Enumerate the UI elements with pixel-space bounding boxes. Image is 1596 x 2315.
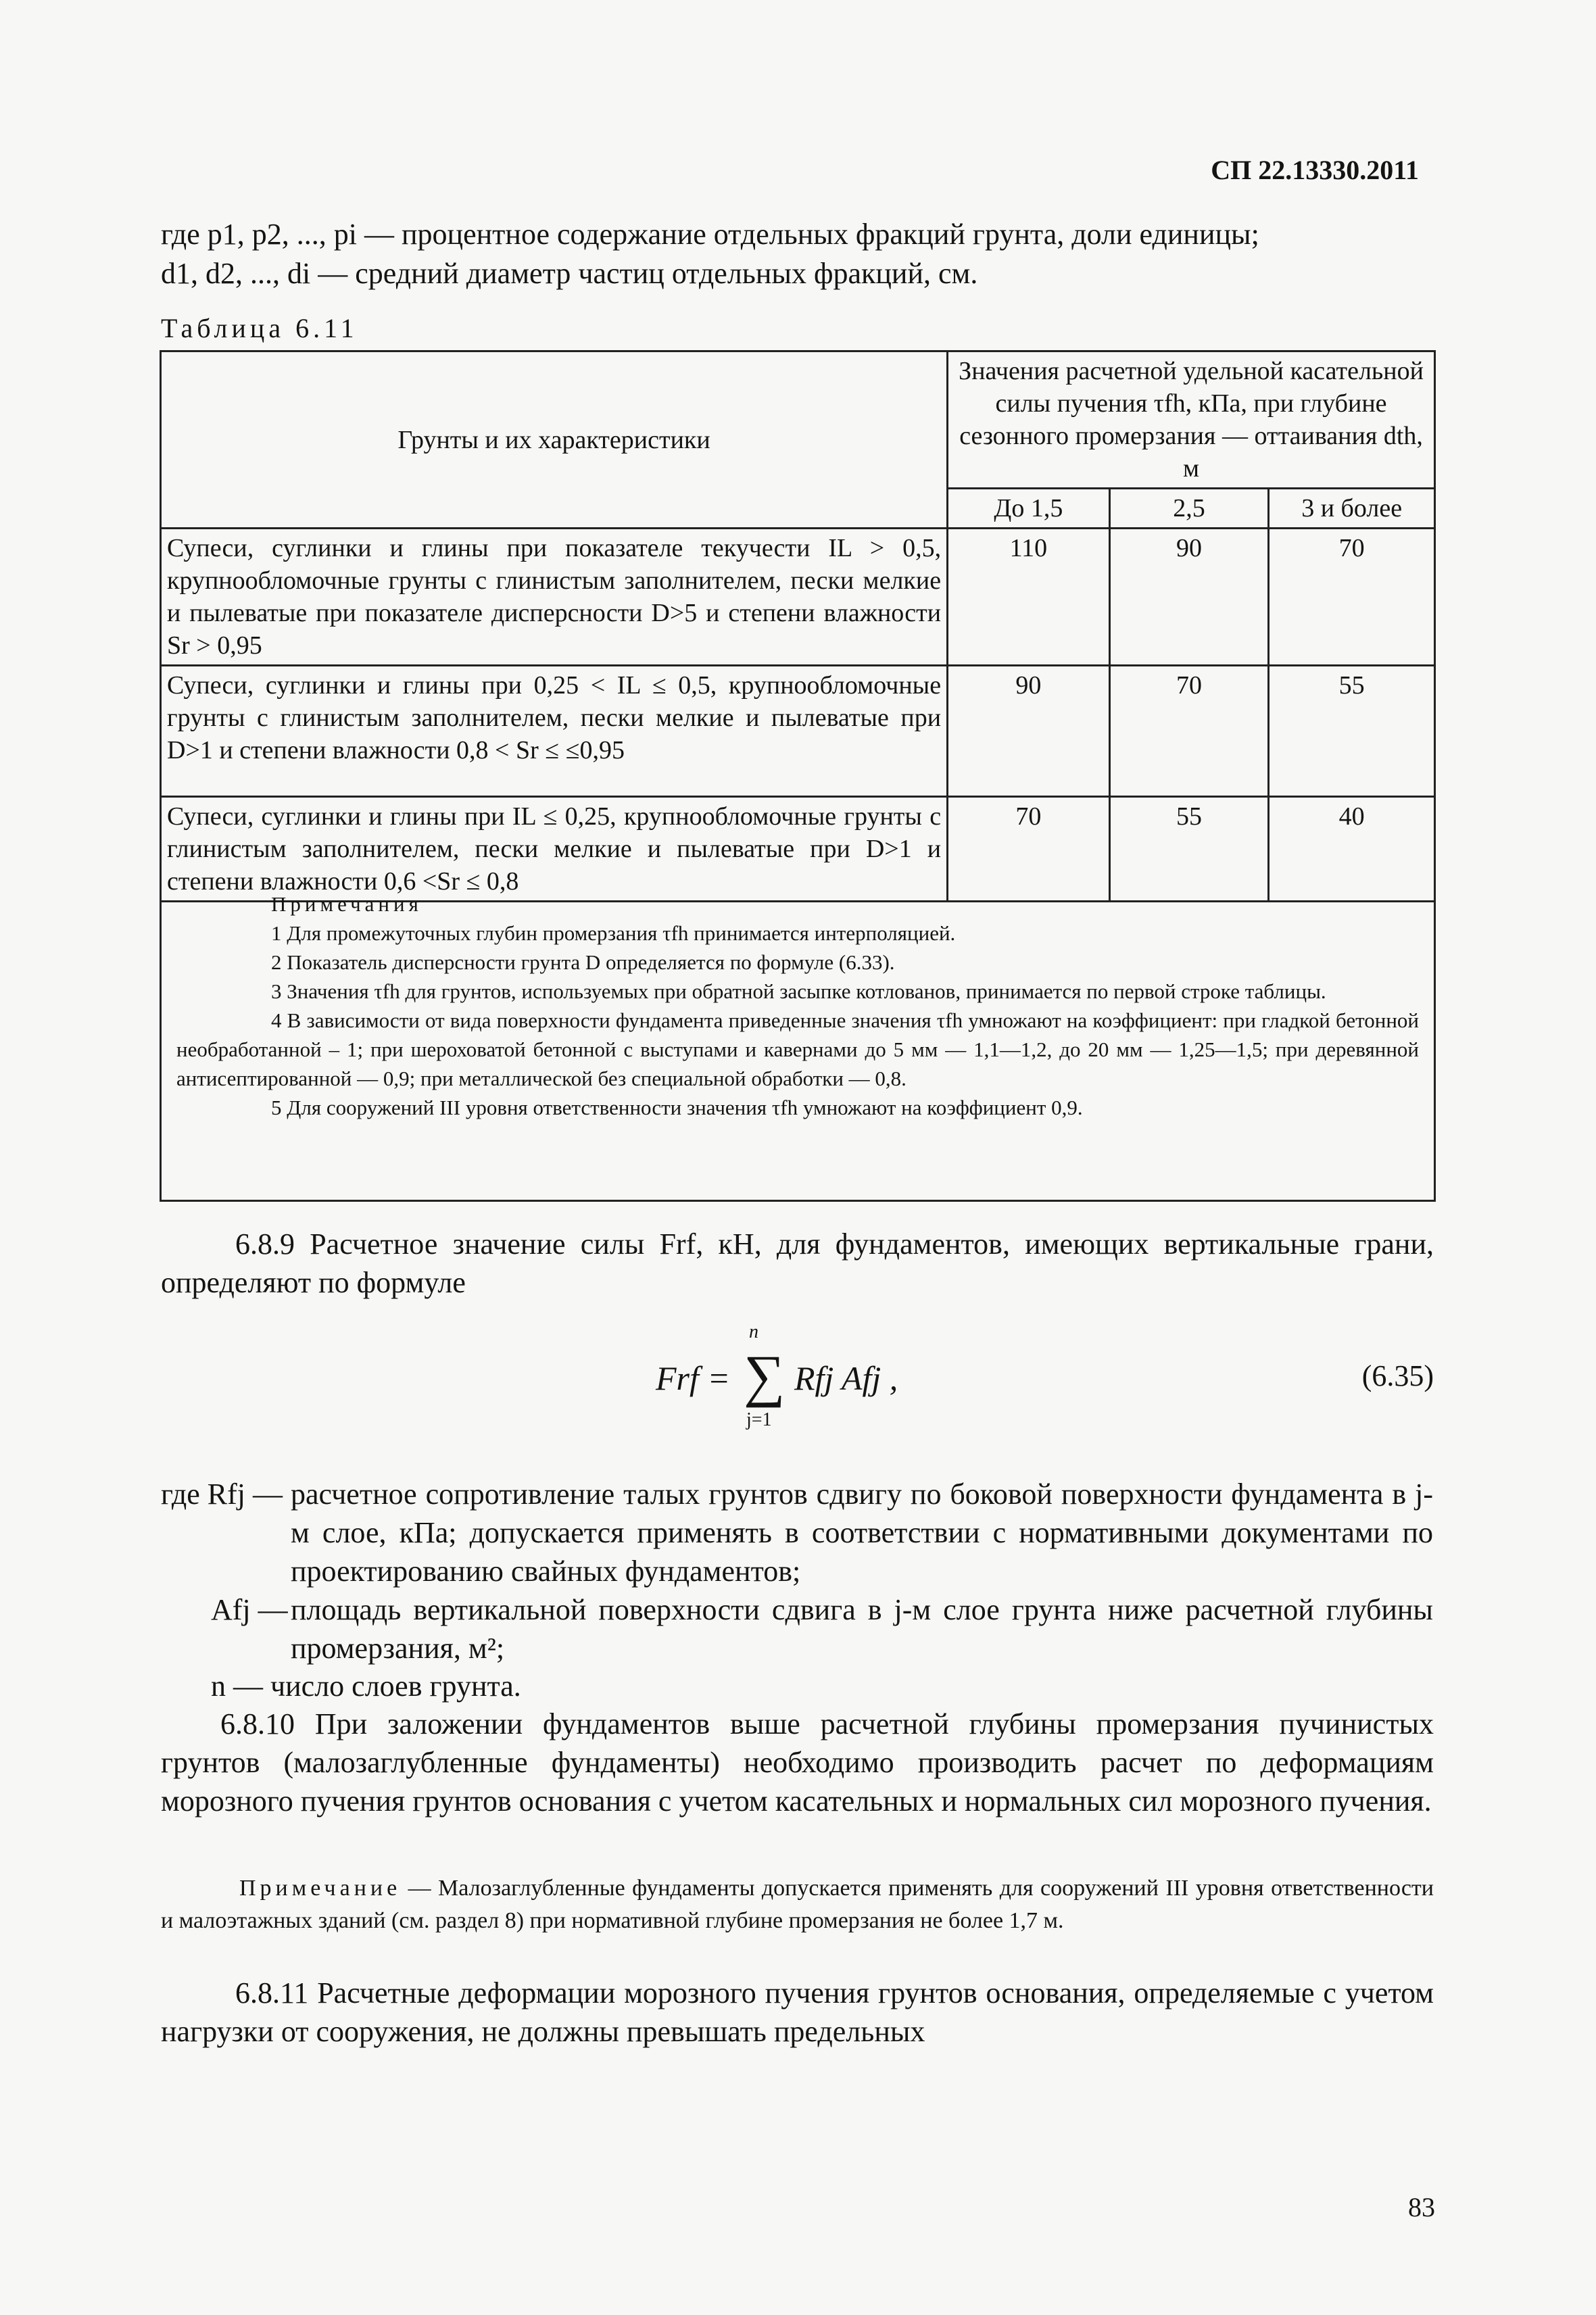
intro-line-1: где p1, p2, ..., pi — процентное содержание отдельных фракций грунта, доли единицы; bbox=[161, 218, 1259, 251]
note-label: Примечание bbox=[239, 1876, 402, 1901]
formula-rhs: Rfj Afj , bbox=[794, 1359, 898, 1397]
subheader-depth-1: До 1,5 bbox=[948, 489, 1110, 529]
note-item: 4 В зависимости от вида поверхности фундамента приведенные значения τfh умножают на коэффициент: при гладкой бетонной необработанной – 1; при шероховатой бетонной с выступами и кавернами до 5 мм — 1,1—1,2, до 20 мм — 1,25—1,5; при деревянной антисептированной — 0,9; при металлической без специальной обработки — 0,8. bbox=[176, 1008, 1419, 1090]
formula-lhs: Frf = bbox=[656, 1359, 731, 1397]
row-value: 90 bbox=[1109, 529, 1269, 666]
def-rfj-text: расчетное сопротивление талых грунтов сдвигу по боковой поверхности фундамента в j-м слое, кПа; допускается применять в соответствии с нормативными документами по проектированию свайных фундаментов; bbox=[291, 1478, 1433, 1588]
document-code: СП 22.13330.2011 bbox=[1211, 155, 1419, 185]
table-row bbox=[161, 666, 1435, 797]
row-value: 55 bbox=[1109, 797, 1269, 902]
def-afj-symbol: Afj — bbox=[211, 1593, 288, 1626]
note-item: 2 Показатель дисперсности грунта D определяется по формуле (6.33). bbox=[271, 950, 895, 974]
row-value: 110 bbox=[948, 529, 1110, 666]
table-notes bbox=[160, 879, 1436, 1202]
table-caption: Таблица 6.11 bbox=[161, 313, 358, 343]
note-item: 5 Для сооружений III уровня ответственности значения τfh умножают на коэффициент 0,9. bbox=[271, 1096, 1083, 1119]
col-header-values: Значения расчетной удельной касательной силы пучения τfh, кПа, при глубине сезонного промерзания — оттаивания dth, м bbox=[948, 351, 1435, 489]
page-number: 83 bbox=[1408, 2192, 1435, 2222]
paragraph-6-8-10: 6.8.10 При заложении фундаментов выше расчетной глубины промерзания пучинистых грунтов (малозаглубленные фундаменты) необходимо производить расчет по деформациям морозного пучения грунтов основания с учетом касательных и нормальных сил морозного пучения. bbox=[161, 1707, 1434, 1818]
def-rfj-symbol: где Rfj — bbox=[161, 1478, 283, 1511]
subheader-depth-2: 2,5 bbox=[1109, 489, 1269, 529]
soil-table bbox=[160, 350, 1436, 902]
note-item: 1 Для промежуточных глубин промерзания τfh принимается интерполяцией. bbox=[271, 921, 956, 945]
row-value: 90 bbox=[948, 666, 1110, 797]
note-shallow-foundations bbox=[161, 1872, 1434, 1937]
formula-sum-upper: n bbox=[749, 1321, 758, 1342]
note-text: — Малозаглубленные фундаменты допускается применять для сооружений III уровня ответственности и малоэтажных зданий (см. раздел 8) при нормативной глубине промерзания не более 1,7 м. bbox=[161, 1876, 1434, 1933]
row-description: Супеси, суглинки и глины при показателе текучести IL > 0,5, крупнообломочные грунты с глинистым заполнителем, пески мелкие и пылеватые при показателе дисперсности D>5 и степени влажности Sr > 0,95 bbox=[161, 529, 948, 666]
note-item: 3 Значения τfh для грунтов, используемых при обратной засыпке котлованов, принимается по первой строке таблицы. bbox=[271, 979, 1326, 1003]
row-value: 70 bbox=[948, 797, 1110, 902]
paragraph-6-8-11: 6.8.11 Расчетные деформации морозного пучения грунтов основания, определяемые с учетом нагрузки от сооружения, не должны превышать предельных bbox=[161, 1976, 1434, 2048]
table-row bbox=[161, 529, 1435, 666]
intro-line-2: d1, d2, ..., di — средний диаметр частиц отдельных фракций, см. bbox=[161, 257, 978, 290]
paragraph-6-8-9: 6.8.9 Расчетное значение силы Frf, кН, для фундаментов, имеющих вертикальные грани, определяют по формуле bbox=[161, 1227, 1434, 1299]
row-description: Супеси, суглинки и глины при 0,25 < IL ≤ 0,5, крупнообломочные грунты с глинистым заполнителем, пески мелкие и пылеватые при D>1 и степени влажности 0,8 < Sr ≤ ≤0,95 bbox=[161, 666, 948, 797]
formula-number: (6.35) bbox=[1361, 1359, 1434, 1392]
formula-sum-lower: j=1 bbox=[746, 1409, 772, 1430]
col-header-soils: Грунты и их характеристики bbox=[161, 351, 948, 529]
row-value: 40 bbox=[1269, 797, 1435, 902]
def-n-text: n — число слоев грунта. bbox=[211, 1670, 521, 1703]
notes-title: Примечания bbox=[271, 892, 422, 916]
row-value: 70 bbox=[1269, 529, 1435, 666]
row-value: 55 bbox=[1269, 666, 1435, 797]
row-description: Супеси, суглинки и глины при IL ≤ 0,25, крупнообломочные грунты с глинистым заполнителем, пески мелкие и пылеватые при D>1 и степени влажности 0,6 <Sr ≤ 0,8 bbox=[161, 797, 948, 902]
subheader-depth-3: 3 и более bbox=[1269, 489, 1435, 529]
def-afj-text: площадь вертикальной поверхности сдвига в j-м слое грунта ниже расчетной глубины промерзания, м²; bbox=[291, 1593, 1433, 1665]
formula-sum-sign: ∑ bbox=[744, 1343, 785, 1408]
row-value: 70 bbox=[1109, 666, 1269, 797]
